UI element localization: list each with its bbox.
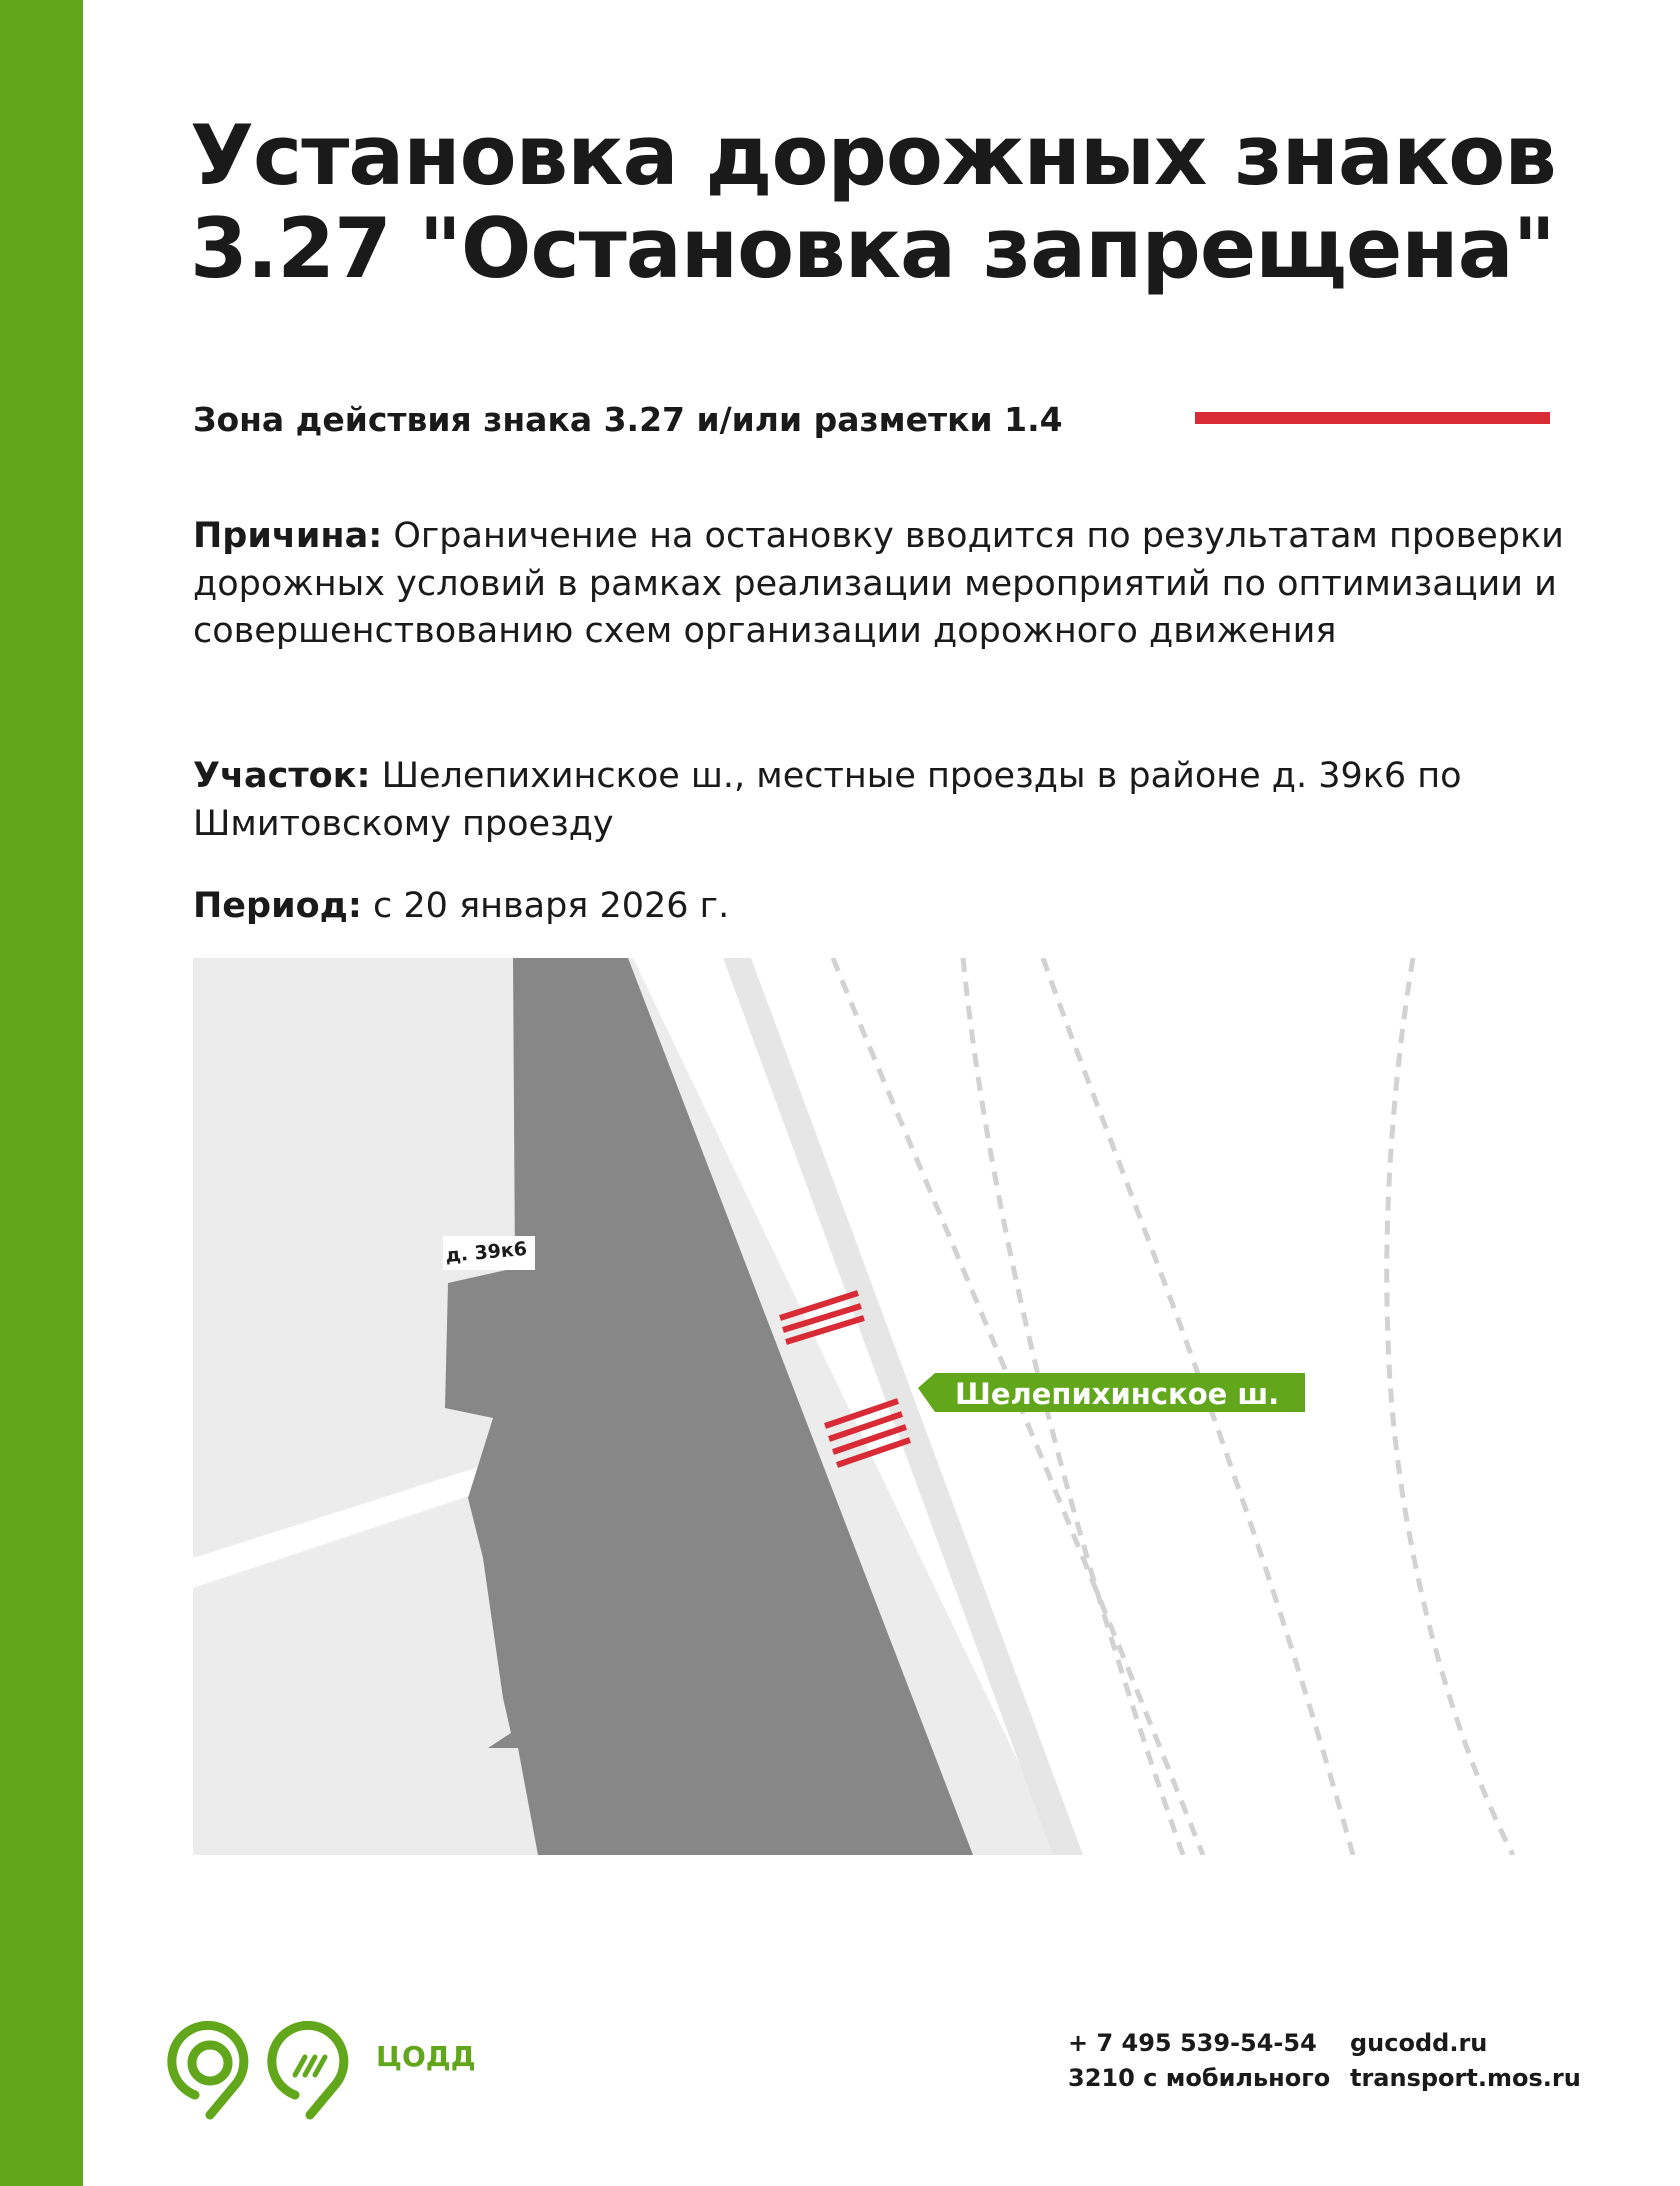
building-label: д. 39к6 <box>444 1237 528 1267</box>
site-link-gucodd[interactable]: gucodd.ru <box>1350 2029 1488 2057</box>
page-title <box>190 107 1590 297</box>
area-label: Участок: <box>193 756 371 796</box>
logo-stripes <box>295 2057 325 2075</box>
contacts-sites <box>1350 2026 1581 2096</box>
area-text: Шелепихинское ш., местные проезды в районе д. 39к6 по Шмитовскому проезду <box>193 756 1462 844</box>
title-line-1: Установка дорожных знаков <box>190 107 1556 204</box>
site-link-transport[interactable]: transport.mos.ru <box>1350 2063 1581 2092</box>
area-paragraph <box>193 753 1593 848</box>
phone-number[interactable]: + 7 495 539-54-54 <box>1068 2029 1317 2057</box>
period-paragraph <box>193 883 1593 931</box>
codd-logo <box>165 2015 365 2129</box>
org-name: ЦОДД <box>376 2040 476 2073</box>
period-label: Период: <box>193 886 362 926</box>
road-sign-label: Шелепихинское ш. <box>955 1377 1280 1411</box>
legend-label: Зона действия знака 3.27 и/или разметки 1.4 <box>193 400 1063 439</box>
left-accent-bar <box>0 0 83 2186</box>
reason-text: Ограничение на остановку вводится по результатам проверки дорожных условий в рамках реализации мероприятий по оптимизации и совершенствованию схем организации дорожного движения <box>193 516 1564 652</box>
legend-red-line <box>1195 412 1550 424</box>
reason-label: Причина: <box>193 516 383 556</box>
location-map <box>193 958 1578 1855</box>
short-number: 3210 с мобильного <box>1068 2063 1331 2092</box>
period-text: с 20 января 2026 г. <box>361 886 730 926</box>
reason-paragraph <box>193 513 1593 656</box>
contacts-phones <box>1068 2026 1330 2096</box>
title-line-2: 3.27 "Остановка запрещена" <box>190 199 1555 297</box>
legend-row <box>193 400 1563 460</box>
